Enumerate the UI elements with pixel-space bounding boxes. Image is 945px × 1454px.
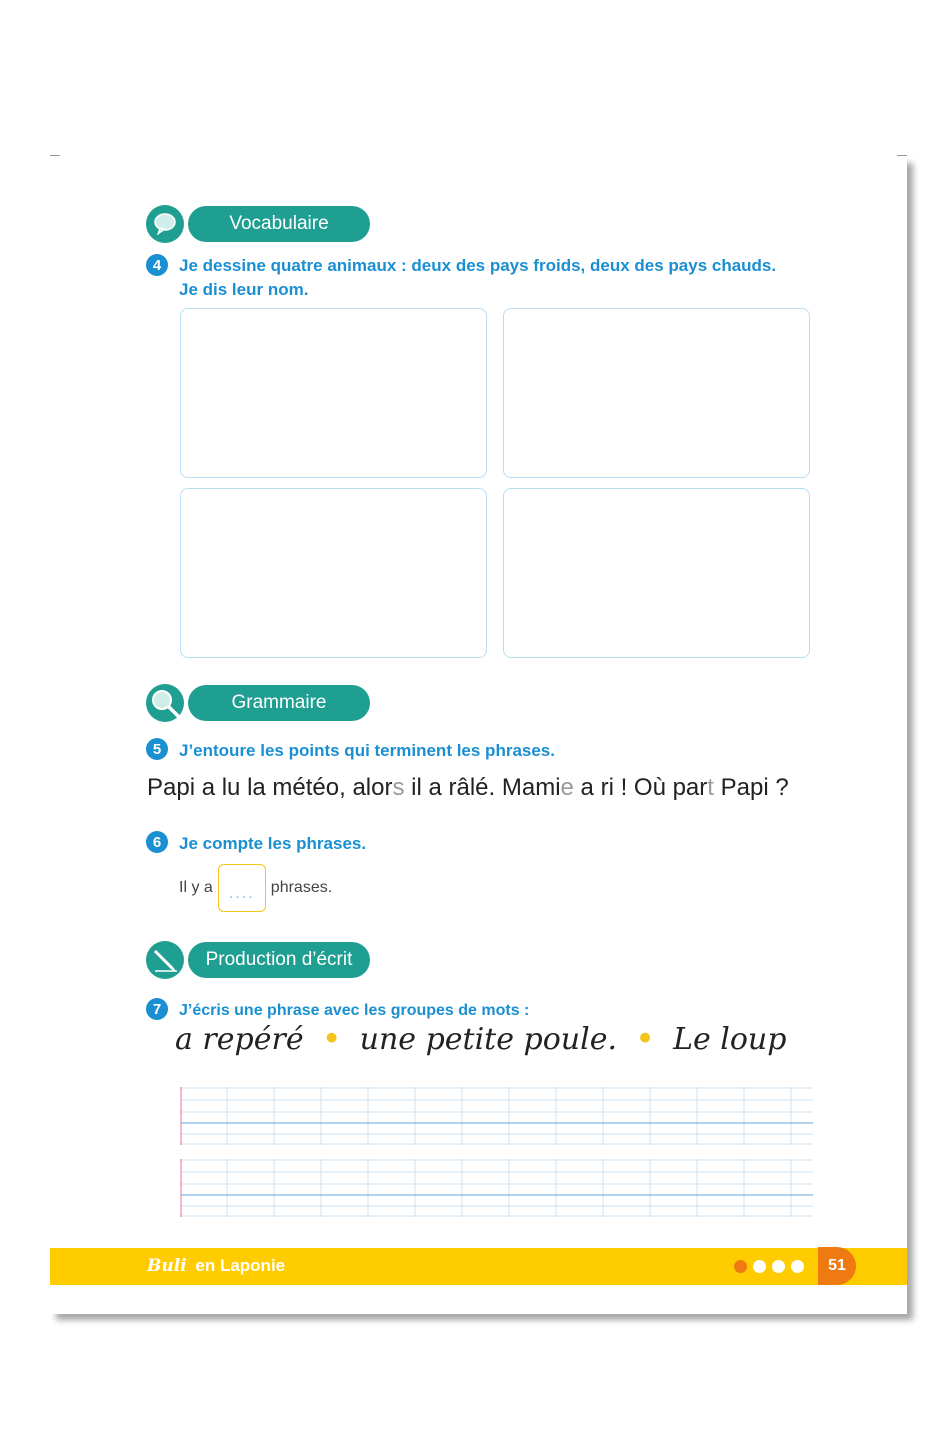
count-placeholder: ....: [228, 885, 255, 902]
word-group: Le loup: [673, 1021, 787, 1057]
footer-title: [147, 1256, 285, 1276]
drawing-box[interactable]: [503, 308, 810, 478]
exercise-instruction: [179, 254, 776, 302]
progress-dot: [772, 1260, 785, 1273]
silent-letter: e: [560, 774, 574, 801]
separator-dot: •: [321, 1019, 342, 1059]
page-footer: [50, 1248, 907, 1285]
section-title: Grammaire: [188, 685, 370, 721]
writing-lines[interactable]: [180, 1087, 813, 1145]
footer-title-text: en Laponie: [195, 1256, 286, 1275]
speech-bubble-icon: [146, 205, 184, 243]
sentence-part: il a râlé. Mami: [404, 774, 561, 801]
footer-brand: Buli: [147, 1256, 187, 1276]
sentence-count-line: [179, 864, 332, 912]
exercise-instruction: Je compte les phrases.: [179, 834, 367, 853]
crop-mark-left: [50, 155, 60, 156]
separator-dot: •: [635, 1019, 656, 1059]
exercise-number: 7: [146, 998, 168, 1020]
exercise-instruction: J’écris une phrase avec les groupes de mots :: [179, 1002, 530, 1019]
exercise-instruction: J’entoure les points qui terminent les phrases.: [179, 741, 555, 760]
word-group: a repéré: [175, 1021, 304, 1057]
word-groups: [175, 1019, 786, 1059]
progress-dot: [734, 1260, 747, 1273]
word-group: une petite poule.: [359, 1021, 617, 1057]
drawing-box[interactable]: [180, 308, 487, 478]
grammar-sentence[interactable]: [147, 774, 789, 802]
progress-dots: [734, 1260, 804, 1273]
count-answer-box[interactable]: [218, 864, 266, 912]
silent-letter: t: [707, 774, 714, 801]
sentence-part: Papi ?: [713, 774, 789, 801]
sentence-part: Papi a lu la météo, alor: [147, 774, 393, 801]
instruction-line: Je dessine quatre animaux : deux des pays froids, deux des pays chauds.: [179, 256, 777, 275]
progress-dot: [791, 1260, 804, 1273]
exercise-number: 6: [146, 831, 168, 853]
exercise-number: 5: [146, 738, 168, 760]
drawing-box[interactable]: [503, 488, 810, 658]
instruction-line: Je dis leur nom.: [179, 280, 309, 299]
progress-dot: [753, 1260, 766, 1273]
exercise-number: 4: [146, 254, 168, 276]
page-number: 51: [818, 1247, 856, 1285]
count-prefix: Il y a: [179, 879, 213, 896]
silent-letter: s: [392, 774, 405, 801]
pencil-icon: [146, 941, 184, 979]
writing-lines[interactable]: [180, 1159, 813, 1217]
count-suffix: phrases.: [270, 879, 333, 896]
section-title: Production d’écrit: [188, 942, 370, 978]
workbook-page: [50, 157, 907, 1314]
magnifier-icon: [146, 684, 184, 722]
sentence-part: a ri ! Où par: [573, 774, 708, 801]
crop-mark-right: [897, 155, 907, 156]
drawing-box[interactable]: [180, 488, 487, 658]
section-title: Vocabulaire: [188, 206, 370, 242]
